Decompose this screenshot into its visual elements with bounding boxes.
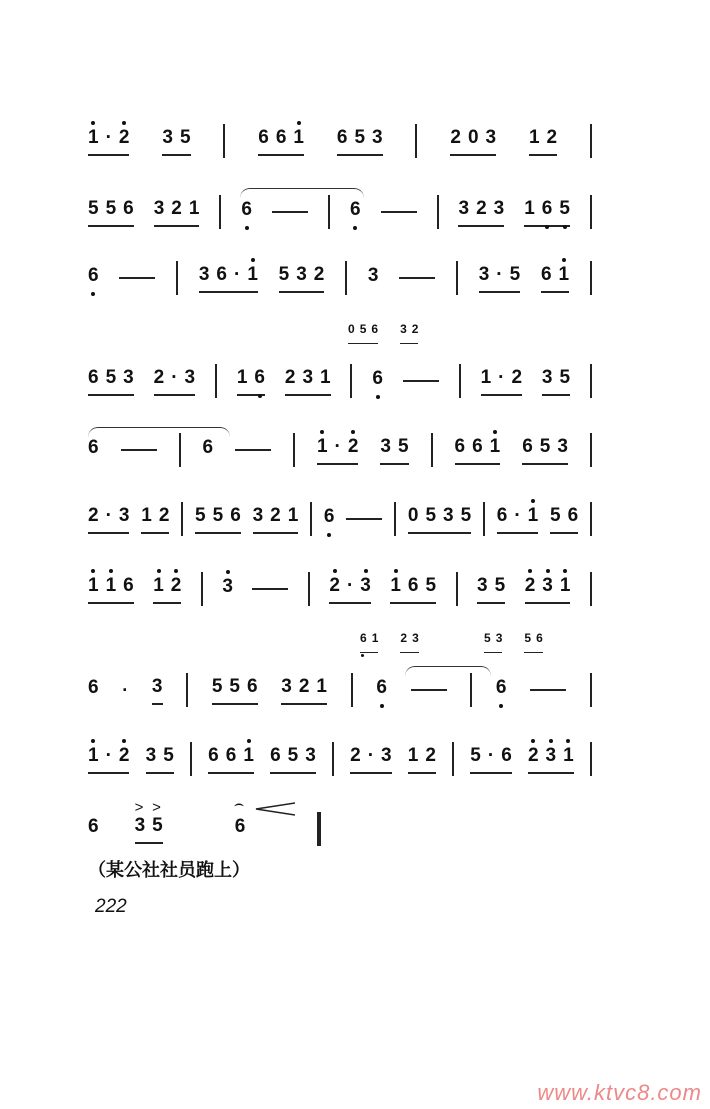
- note: 5: [359, 322, 367, 336]
- extension-dash: [411, 689, 447, 691]
- note: 3: [296, 263, 307, 285]
- barline: [452, 742, 454, 776]
- beamed-group: [529, 127, 557, 156]
- crescendo-mark: [255, 802, 295, 816]
- beamed-group: [146, 745, 174, 774]
- barline: [328, 195, 330, 229]
- note: 5: [484, 631, 491, 645]
- dotted-rhythm: ·: [498, 366, 505, 388]
- note: 3: [367, 264, 379, 286]
- beamed-group: [380, 436, 408, 465]
- note: 5: [524, 631, 532, 645]
- quarter-note: [324, 506, 335, 533]
- slur: [405, 666, 491, 677]
- note: 2: [153, 366, 165, 388]
- note: 6: [522, 435, 533, 457]
- score-line: [88, 572, 592, 606]
- note: 6: [472, 435, 483, 457]
- note: 3: [458, 197, 470, 219]
- note: 2: [411, 322, 419, 336]
- score-line: [88, 261, 592, 295]
- note: 6: [88, 676, 99, 698]
- note: 2: [350, 744, 361, 766]
- note: 5: [229, 675, 240, 697]
- final-barline: [317, 812, 321, 846]
- note: 3: [151, 675, 163, 697]
- quarter-note: [368, 265, 379, 292]
- beamed-group: [88, 505, 129, 534]
- note: 3: [545, 744, 557, 766]
- watermark: www.ktvc8.com: [537, 1080, 702, 1105]
- ossia-variant: [348, 318, 418, 344]
- note: 6: [88, 815, 99, 837]
- note: 6: [360, 627, 367, 649]
- note: 6: [247, 675, 258, 697]
- note: 5: [425, 504, 437, 526]
- note: 1: [371, 631, 379, 645]
- beamed-group: [470, 745, 511, 774]
- note: 2: [347, 435, 359, 457]
- note: > 5: [152, 815, 163, 837]
- beamed-group: [317, 436, 358, 465]
- quarter-note: [202, 437, 213, 464]
- beamed-group: [524, 627, 542, 653]
- beamed-group: [360, 627, 378, 653]
- barline: [437, 195, 439, 229]
- note: > 3: [135, 815, 146, 837]
- beamed-group: [522, 436, 568, 465]
- note: 3: [252, 504, 264, 526]
- note: 6: [88, 264, 99, 286]
- note: 1: [527, 504, 539, 526]
- note: 3: [281, 675, 292, 697]
- stage-direction: （某公社社员跑上）: [88, 860, 250, 880]
- note: 5: [494, 574, 506, 596]
- beamed-group: [541, 264, 569, 293]
- barline: [293, 433, 295, 467]
- note: 2: [88, 504, 99, 526]
- note: 3: [400, 322, 407, 336]
- note: 3: [123, 366, 134, 388]
- beamed-group: [481, 367, 522, 396]
- note: 6: [230, 504, 241, 526]
- beamed-group: [525, 575, 571, 604]
- barline: [176, 261, 178, 295]
- beamed-group: [455, 436, 501, 465]
- beamed-group: [497, 505, 538, 534]
- ossia-variant: [484, 627, 543, 653]
- beamed-group: [408, 505, 471, 534]
- barline: [219, 195, 221, 229]
- note: 2: [158, 504, 170, 526]
- note: 6: [495, 676, 507, 698]
- barline: [186, 673, 188, 707]
- note: 5: [470, 744, 481, 766]
- note: 5: [398, 435, 409, 457]
- note: 2: [329, 574, 340, 596]
- note: 6: [208, 744, 219, 766]
- note: 1: [105, 574, 117, 596]
- note: 2: [284, 366, 296, 388]
- note: 3: [541, 366, 553, 388]
- note: 6: [567, 504, 579, 526]
- beamed-group: [270, 745, 316, 774]
- note: 1: [141, 504, 152, 526]
- note: 6: [536, 631, 543, 645]
- beamed-group: [458, 198, 504, 227]
- note: 2: [170, 574, 182, 596]
- score-line: [88, 124, 592, 158]
- note: 6: [454, 435, 466, 457]
- beamed-group: [329, 575, 370, 604]
- extension-dash: [399, 277, 435, 279]
- barline: [456, 261, 458, 295]
- note: 1: [236, 366, 248, 388]
- barline: [332, 742, 334, 776]
- note: 1: [88, 126, 99, 148]
- note: 3: [542, 574, 553, 596]
- note: 5: [354, 126, 366, 148]
- extension-dash: [252, 588, 288, 590]
- note: 1: [480, 366, 492, 388]
- beamed-group: [337, 127, 383, 156]
- note: 6: [496, 504, 508, 526]
- note: 6: [349, 198, 361, 220]
- barline: [190, 742, 192, 776]
- note: 5: [211, 675, 223, 697]
- note: 6: [270, 744, 281, 766]
- note: 3: [443, 504, 454, 526]
- note: 6: [376, 676, 387, 698]
- barline: [590, 195, 592, 229]
- beamed-group: [88, 745, 129, 774]
- note: 2: [546, 126, 558, 148]
- note: 5: [509, 263, 521, 285]
- barline: [590, 742, 592, 776]
- barline: [394, 502, 396, 536]
- score-line: [88, 673, 592, 707]
- dotted-rhythm: ·: [367, 744, 375, 766]
- beamed-group: [285, 367, 331, 396]
- note: 6: [540, 263, 552, 285]
- quarter-note: [88, 677, 99, 704]
- beamed-group: [400, 318, 418, 344]
- note: 3: [302, 366, 314, 388]
- note: 2: [400, 631, 408, 645]
- note: 6: [323, 505, 335, 527]
- note: 3: [305, 744, 316, 766]
- dotted-rhythm: ·: [105, 744, 112, 766]
- beamed-group: [350, 745, 391, 774]
- note: 6: [88, 436, 99, 458]
- beamed-group: [237, 367, 265, 396]
- barline: [590, 124, 592, 158]
- note: 5: [559, 366, 571, 388]
- beamed-group: [153, 575, 181, 604]
- beamed-group: [348, 318, 378, 344]
- dotted-rhythm: ·: [346, 574, 354, 596]
- barline: [215, 364, 217, 398]
- note: 2: [118, 744, 130, 766]
- note: 3: [380, 435, 391, 457]
- slur: [240, 188, 364, 199]
- note: 2: [118, 126, 130, 148]
- note: 6: [225, 744, 237, 766]
- extension-dash: [119, 277, 155, 279]
- note: 2: [425, 744, 436, 766]
- beamed-group: [141, 505, 169, 534]
- score-line: [88, 364, 592, 398]
- note: 1: [287, 504, 299, 526]
- note: 5: [278, 263, 290, 285]
- note: 1: [88, 574, 99, 596]
- beamed-group: [258, 127, 304, 156]
- extension-dash: [272, 211, 308, 213]
- score-line: [88, 812, 338, 846]
- note: 6: [254, 366, 265, 388]
- barline: [308, 572, 310, 606]
- beamed-group: [390, 575, 436, 604]
- note: 6: [123, 574, 134, 596]
- extension-dash: [121, 449, 157, 451]
- note: 1: [407, 744, 419, 766]
- note: 6: [371, 322, 379, 336]
- note: 3: [495, 631, 503, 645]
- quarter-note: [376, 677, 387, 704]
- beamed-group: [162, 127, 190, 156]
- beamed-group: [152, 676, 163, 705]
- note: 1: [243, 744, 254, 766]
- score-line: [88, 502, 592, 536]
- barline: [590, 502, 592, 536]
- barline: [181, 502, 183, 536]
- beamed-group: [135, 815, 163, 844]
- beamed-group: [484, 627, 502, 653]
- note: 3: [145, 744, 157, 766]
- barline: [350, 364, 352, 398]
- score-line: [88, 195, 592, 229]
- barline: [351, 673, 353, 707]
- barline: [590, 572, 592, 606]
- barline: [345, 261, 347, 295]
- beamed-group: [195, 505, 241, 534]
- barline: [483, 502, 485, 536]
- note: 1: [316, 435, 328, 457]
- beamed-group: [528, 745, 574, 774]
- note: 6: [216, 263, 227, 285]
- beamed-group: [154, 367, 195, 396]
- note: 5: [212, 504, 224, 526]
- beamed-group: [524, 198, 570, 227]
- note: 1: [563, 744, 574, 766]
- note: 5: [425, 574, 437, 596]
- quarter-note: [88, 816, 99, 843]
- note: 1: [247, 263, 258, 285]
- note: 3: [360, 574, 371, 596]
- note: 2: [450, 126, 461, 148]
- dotted-rhythm: ·: [496, 263, 503, 285]
- beamed-group: [550, 505, 578, 534]
- quarter-note: [241, 199, 252, 226]
- score-line: [88, 433, 592, 467]
- note: 3: [372, 126, 383, 148]
- barline: [456, 572, 458, 606]
- extension-dash: [381, 211, 417, 213]
- beamed-group: [450, 127, 496, 156]
- barline: [470, 673, 472, 707]
- beamed-group: [281, 676, 327, 705]
- note: 2: [511, 366, 523, 388]
- note: 1: [558, 263, 570, 285]
- note: ⌢ 6: [235, 816, 246, 838]
- barline: [223, 124, 225, 158]
- dotted-rhythm: ·: [233, 263, 241, 285]
- dotted-rhythm: ·: [334, 435, 341, 457]
- note: 6: [407, 574, 419, 596]
- barline: [590, 364, 592, 398]
- note: 3: [412, 631, 419, 645]
- note: 6: [541, 197, 553, 219]
- note: 2: [270, 504, 281, 526]
- note: 5: [88, 197, 99, 219]
- quarter-note: [350, 199, 361, 226]
- note: 3: [118, 504, 130, 526]
- score-line: [88, 742, 592, 776]
- barline: [590, 433, 592, 467]
- beamed-group: [408, 745, 436, 774]
- note: 0: [348, 322, 355, 336]
- note: 2: [313, 263, 325, 285]
- barline: [590, 673, 592, 707]
- note: 6: [88, 366, 99, 388]
- note: 1: [293, 126, 304, 148]
- beamed-group: [479, 264, 520, 293]
- extension-dash: [530, 689, 566, 691]
- note: 1: [320, 366, 331, 388]
- quarter-note: [372, 368, 383, 395]
- note: 1: [88, 744, 99, 766]
- note: 3: [477, 574, 488, 596]
- note: 5: [539, 435, 551, 457]
- slur: [88, 427, 230, 438]
- note: 5: [195, 504, 206, 526]
- page-number: 222: [95, 896, 127, 917]
- beamed-group: [279, 264, 325, 293]
- beamed-group: [88, 127, 129, 156]
- note: 6: [275, 126, 287, 148]
- note: 2: [171, 197, 182, 219]
- quarter-note: [496, 677, 507, 704]
- note: 6: [241, 198, 252, 220]
- note: 3: [184, 366, 196, 388]
- barline: [459, 364, 461, 398]
- note: 0: [467, 126, 479, 148]
- note: 5: [559, 197, 570, 219]
- extension-dash: [403, 380, 439, 382]
- beamed-group: [542, 367, 570, 396]
- note: 5: [105, 197, 117, 219]
- beamed-group: [88, 198, 134, 227]
- ossia-variant: [360, 627, 419, 653]
- note: 6: [258, 126, 269, 148]
- beamed-group: [477, 575, 505, 604]
- note: 5: [163, 744, 174, 766]
- extension-dash: [346, 518, 382, 520]
- beamed-group: [88, 367, 134, 396]
- note: 6: [372, 367, 383, 389]
- note: 1: [316, 675, 327, 697]
- note: 6: [123, 197, 134, 219]
- dotted-rhythm: ·: [487, 744, 495, 766]
- dotted-rhythm: ·: [105, 504, 112, 526]
- note: 3: [381, 744, 392, 766]
- note: 3: [478, 263, 490, 285]
- note: 5: [550, 504, 561, 526]
- note: 6: [501, 744, 512, 766]
- barline: [201, 572, 203, 606]
- note: 2: [527, 744, 539, 766]
- beamed-group: [212, 676, 258, 705]
- beamed-group: [154, 198, 200, 227]
- extension-dash: [235, 449, 271, 451]
- note: 1: [528, 126, 540, 148]
- note: 5: [179, 126, 191, 148]
- note: 0: [407, 504, 419, 526]
- quarter-note: [222, 576, 233, 603]
- note: 1: [489, 435, 501, 457]
- barline: [415, 124, 417, 158]
- dotted-rhythm: ·: [514, 504, 521, 526]
- beamed-group: [199, 264, 258, 293]
- beamed-group: [400, 627, 418, 653]
- dotted-rhythm: ·: [105, 126, 112, 148]
- note: 5: [287, 744, 299, 766]
- note: 1: [188, 197, 200, 219]
- quarter-note: [235, 816, 246, 843]
- note: 5: [105, 366, 117, 388]
- beamed-group: [88, 575, 134, 604]
- note: 3: [485, 126, 497, 148]
- barline: [179, 433, 181, 467]
- note: 3: [493, 197, 505, 219]
- note: 6: [336, 126, 348, 148]
- note: 3: [557, 435, 568, 457]
- note: 1: [153, 574, 164, 596]
- note: 3: [198, 263, 210, 285]
- barline: [310, 502, 312, 536]
- note: 1: [559, 574, 571, 596]
- beamed-group: [253, 505, 299, 534]
- augmentation-dot: ·: [122, 679, 129, 700]
- note: 2: [476, 197, 487, 219]
- barline: [590, 261, 592, 295]
- note: 5: [460, 504, 472, 526]
- note: 1: [390, 574, 401, 596]
- dotted-rhythm: ·: [171, 366, 178, 388]
- note: 3: [162, 126, 173, 148]
- quarter-note: [88, 437, 99, 464]
- note: 1: [524, 197, 535, 219]
- barline: [431, 433, 433, 467]
- beamed-group: [208, 745, 254, 774]
- note: 2: [298, 675, 310, 697]
- note: 6: [202, 436, 214, 458]
- note: 3: [153, 197, 165, 219]
- note: 2: [524, 574, 536, 596]
- note: 3: [222, 575, 233, 597]
- quarter-note: [88, 265, 99, 292]
